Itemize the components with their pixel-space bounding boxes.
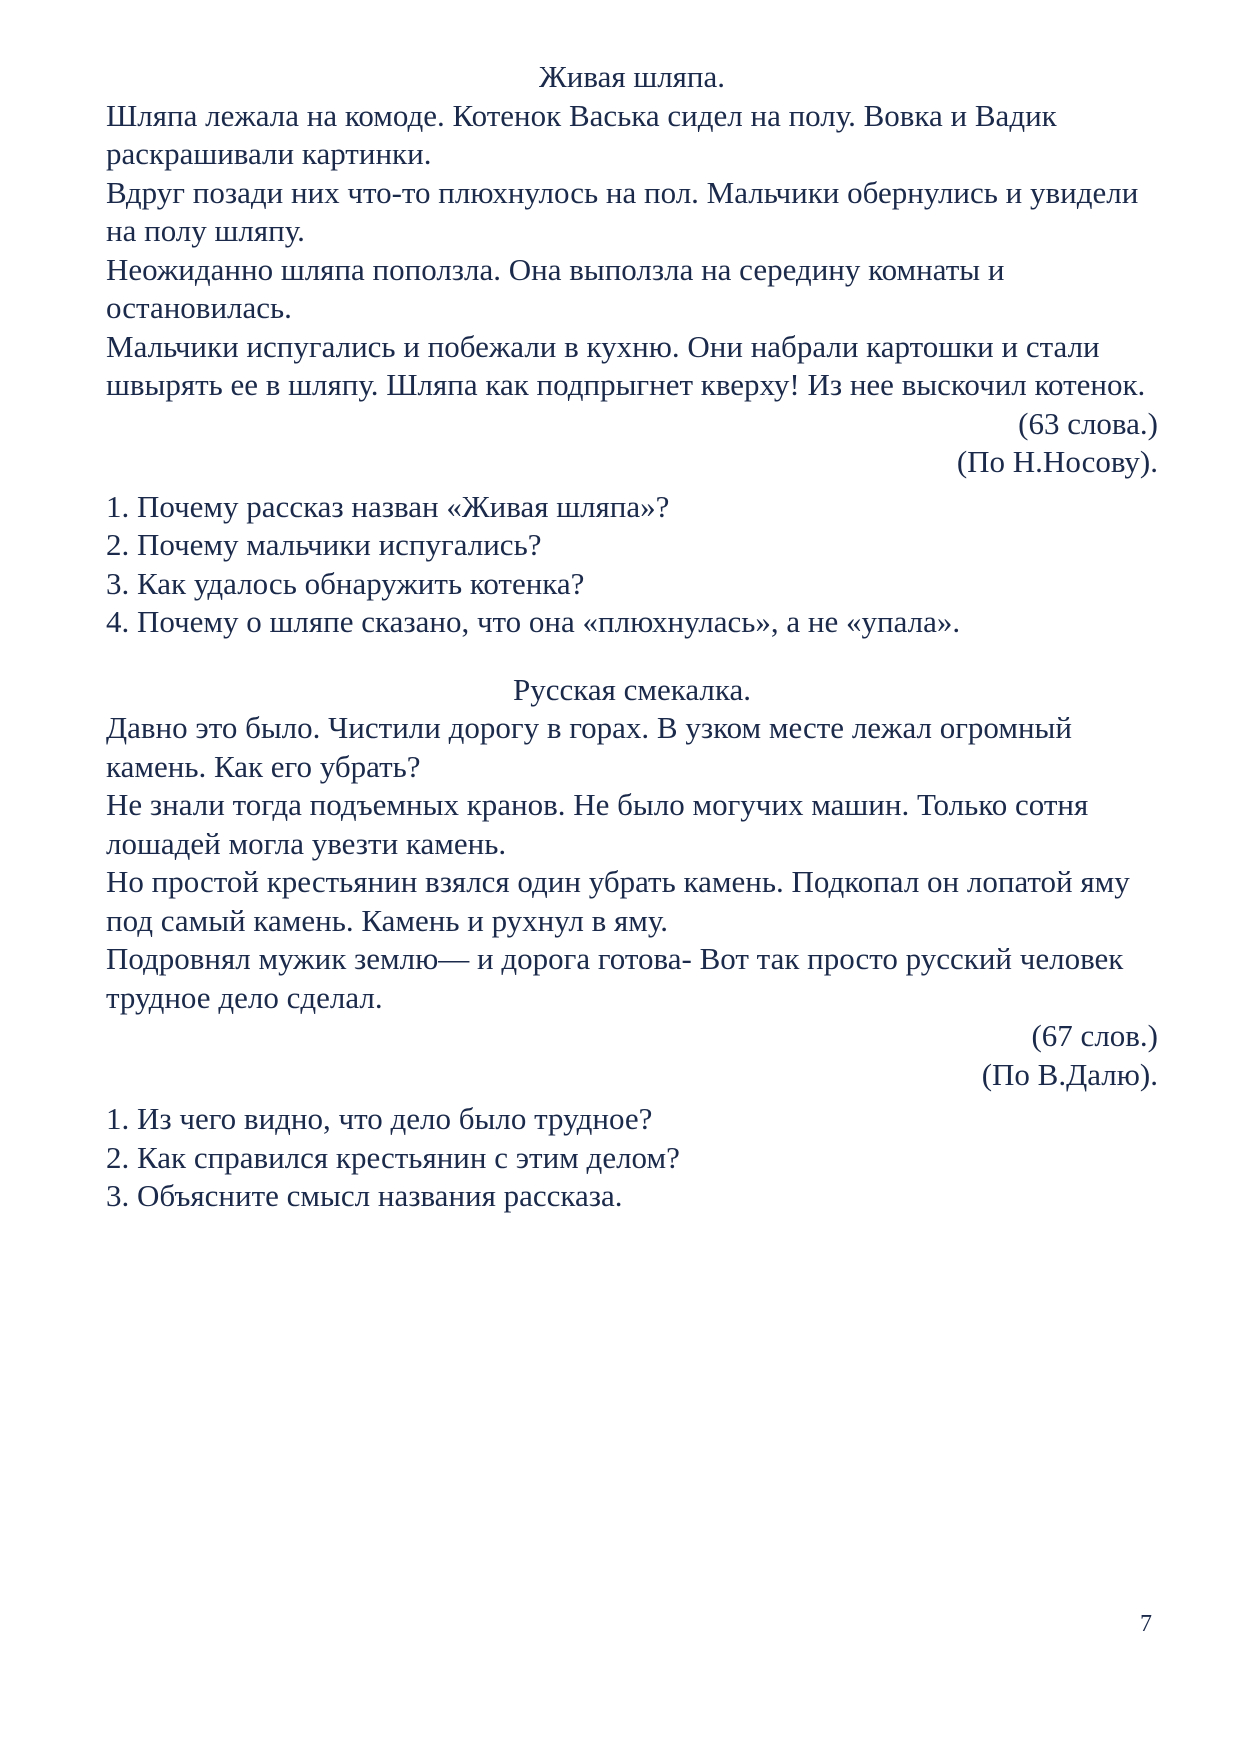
story-russkaya-smekalka — [106, 671, 1158, 1216]
story-paragraph: Давно это было. Чистили дорогу в горах. В узком месте лежал огромный камень. Как его убрать? — [106, 710, 1072, 784]
question-item: 2. Как справился крестьянин с этим делом? — [106, 1139, 680, 1175]
question-item: 3. Как удалось обнаружить котенка? — [106, 565, 585, 601]
story-paragraph: Не знали тогда подъемных кранов. Не было могучих машин. Только сотня лошадей могла увезти камень. — [106, 787, 1089, 861]
word-count: (67 слов.) — [1031, 1018, 1158, 1053]
section-spacer — [106, 642, 1158, 671]
story-paragraph: Вдруг позади них что-то плюхнулось на пол. Мальчики обернулись и увидели на полу шляпу. — [106, 174, 1139, 248]
author-attribution: (По В.Далю). — [981, 1056, 1158, 1092]
story-paragraph: Но простой крестьянин взялся один убрать камень. Подкопал он лопатой яму под самый камень. Камень и рухнул в яму. — [106, 864, 1130, 938]
question-item: 2. Почему мальчики испугались? — [106, 527, 542, 562]
page-number: 7 — [1140, 1611, 1152, 1637]
word-count: (63 слова.) — [1018, 405, 1158, 441]
author-attribution: (По Н.Носову). — [956, 444, 1158, 479]
story-paragraph: Мальчики испугались и побежали в кухню. Они набрали картошки и стали швырять ее в шляпу. Шляпа как подпрыгнет кверху! Из нее выскочил котенок. — [106, 328, 1146, 402]
question-item: 1. Из чего видно, что дело было трудное? — [106, 1101, 653, 1136]
story-title: Русская смекалка. — [513, 671, 751, 707]
question-item: 1. Почему рассказ назван «Живая шляпа»? — [106, 488, 670, 524]
story-zhivaya-shlyapa — [106, 58, 1158, 642]
story-paragraph: Шляпа лежала на комоде. Котенок Васька сидел на полу. Вовка и Вадик раскрашивали картинки. — [106, 97, 1057, 171]
page-content — [106, 58, 1158, 1216]
question-item: 4. Почему о шляпе сказано, что она «плюхнулась», а не «упала». — [106, 604, 961, 639]
story-paragraph: Подровнял мужик землю— и дорога готова- Вот так просто русский человек трудное дело сделал. — [106, 941, 1124, 1015]
question-item: 3. Объясните смысл названия рассказа. — [106, 1178, 623, 1213]
story-title: Живая шляпа. — [538, 59, 726, 94]
story-paragraph: Неожиданно шляпа поползла. Она выползла на середину комнаты и остановилась. — [106, 251, 1005, 325]
